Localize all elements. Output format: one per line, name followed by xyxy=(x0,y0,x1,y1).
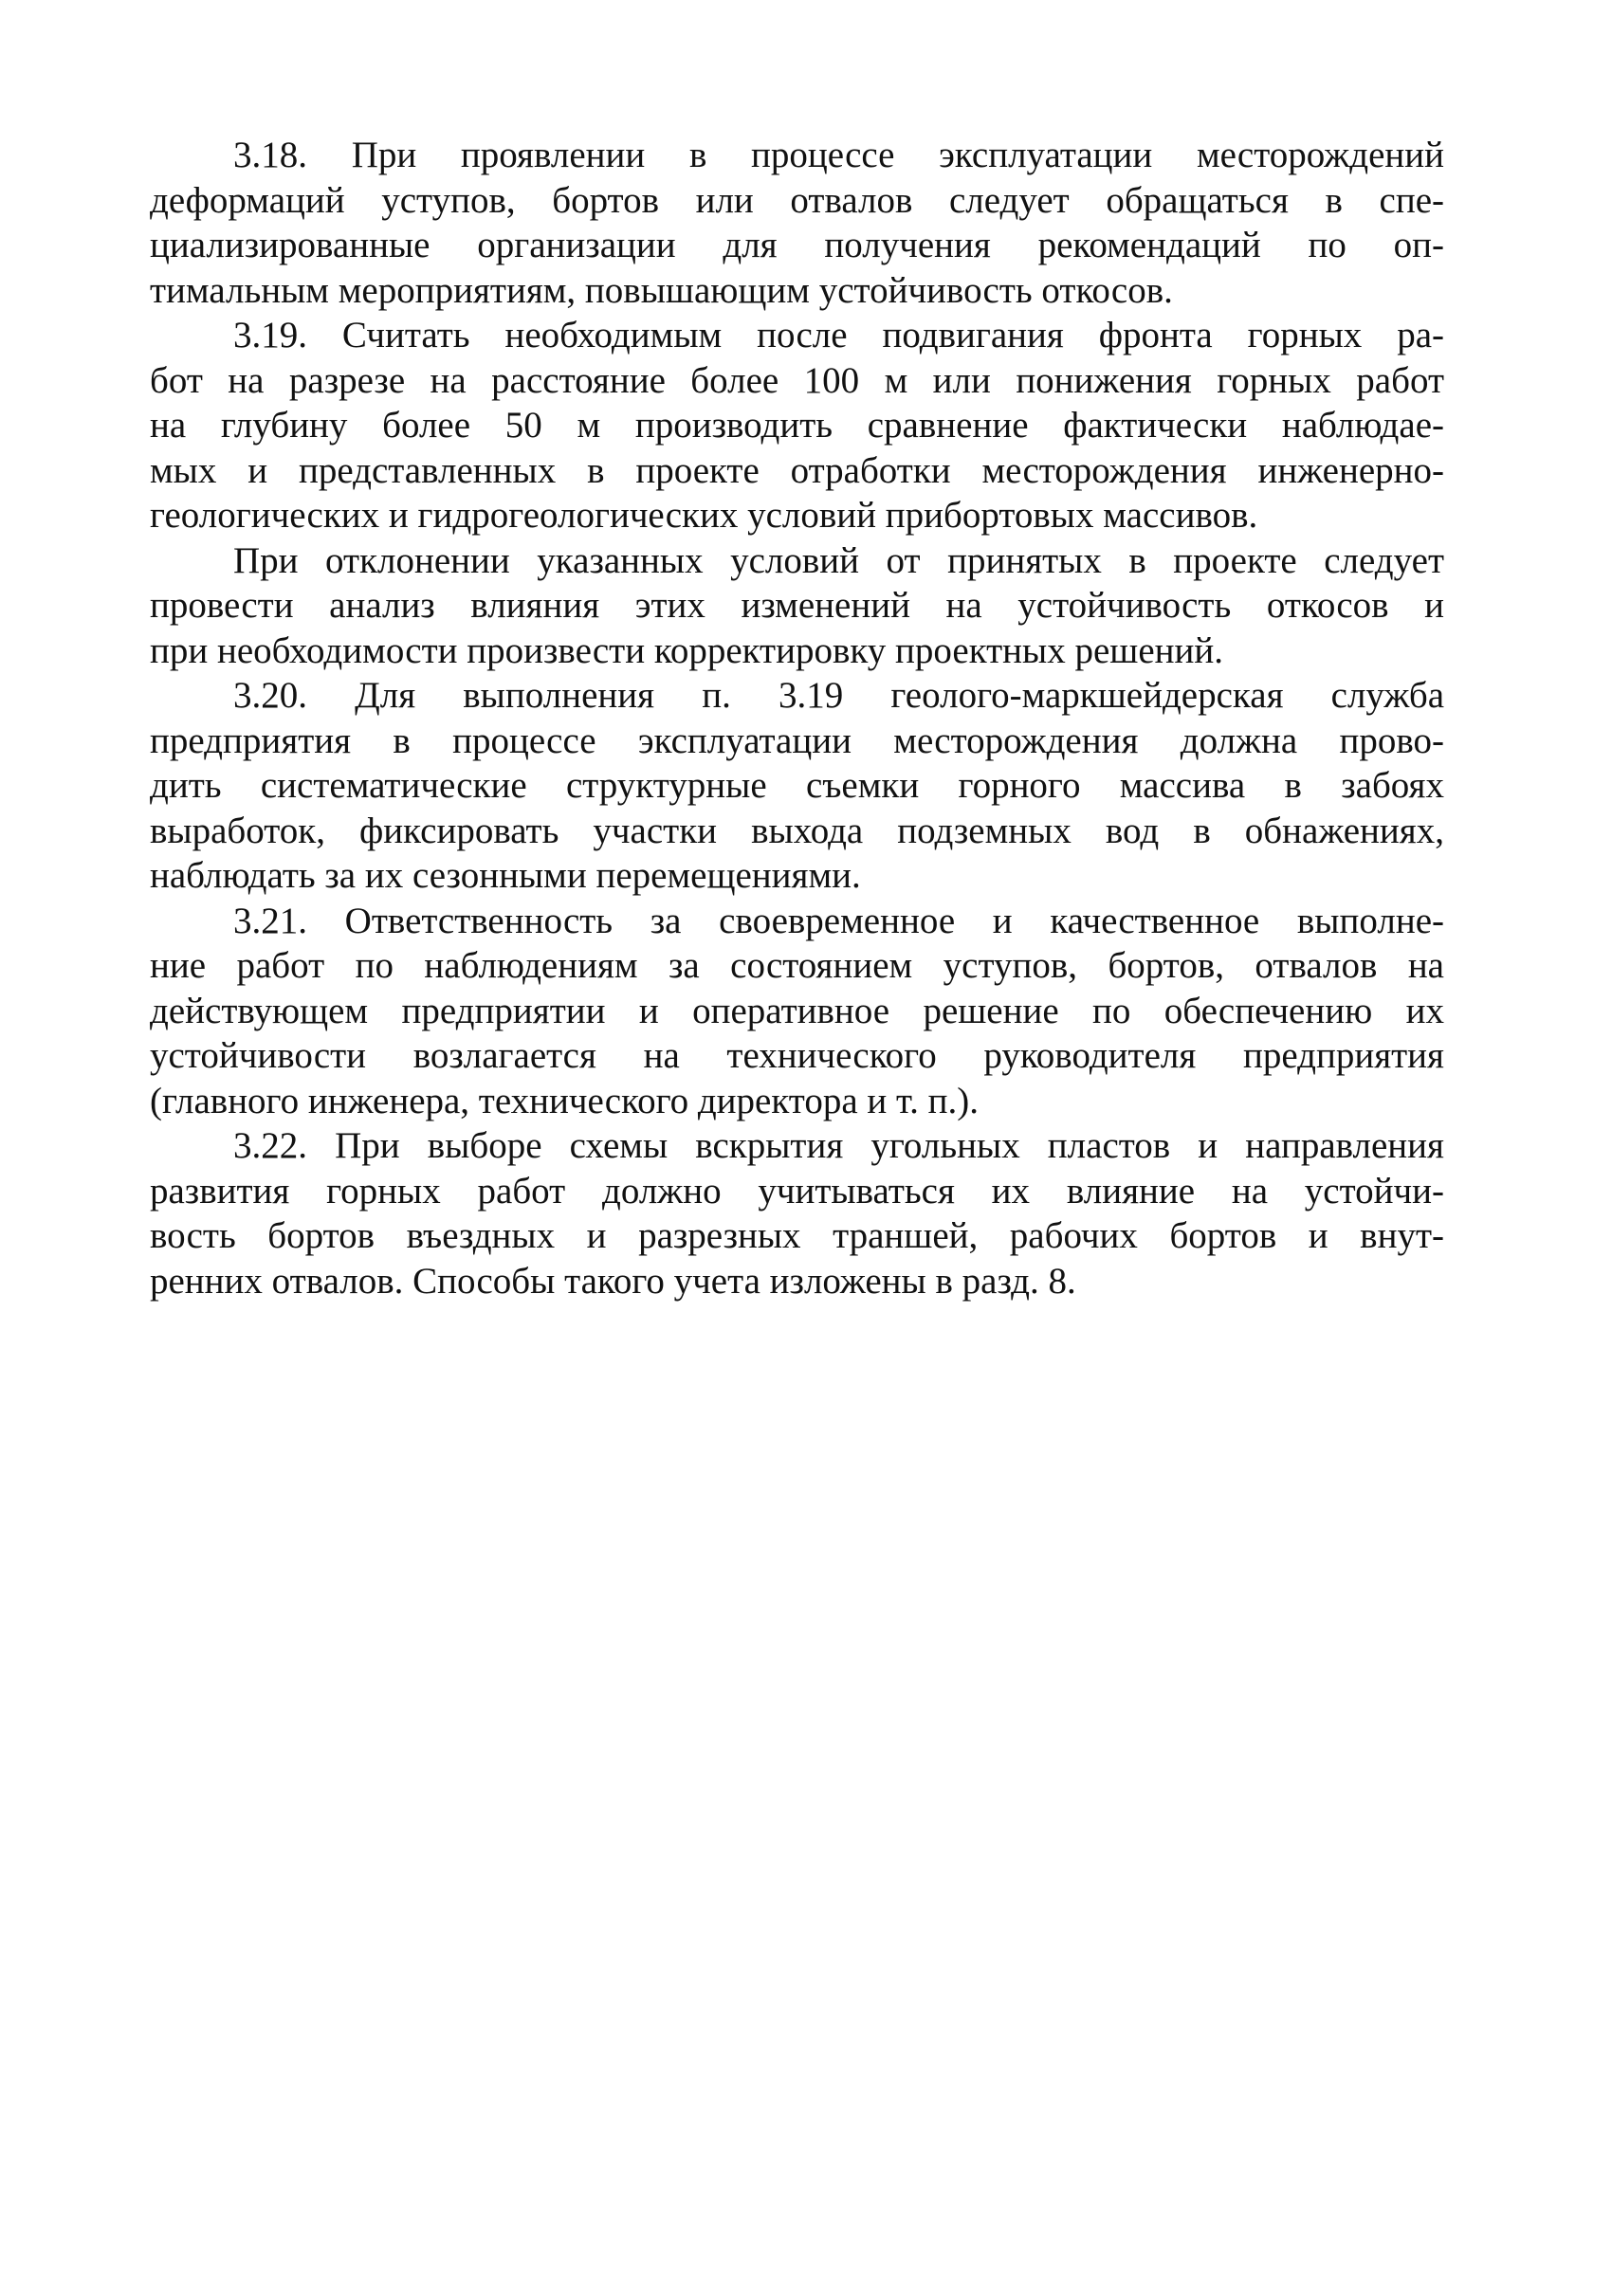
text-line: 3.18. При проявлении в процессе эксплуатации месторождений xyxy=(233,135,1444,175)
text-line: деформаций уступов, бортов или отвалов следует обращаться в спе- xyxy=(150,179,1444,221)
text-line: при необходимости произвести корректировку проектных решений. xyxy=(150,629,1224,671)
paragraph-3-19 xyxy=(150,313,1444,538)
text-line: устойчивости возлагается на технического руководителя предприятия xyxy=(150,1035,1444,1076)
text-line: предприятия в процессе эксплуатации месторождения должна прово- xyxy=(150,720,1444,761)
text-line: провести анализ влияния этих изменений на устойчивость откосов и xyxy=(150,585,1444,626)
paragraph-3-22 xyxy=(150,1123,1444,1303)
text-line: геологических и гидрогеологических условий прибортовых массивов. xyxy=(150,495,1258,536)
text-line: выработок, фиксировать участки выхода подземных вод в обнажениях, xyxy=(150,810,1444,851)
text-line: ние работ по наблюдениям за состоянием уступов, бортов, отвалов на xyxy=(150,945,1444,986)
text-line: (главного инженера, технического директора и т. п.). xyxy=(150,1080,979,1121)
text-line: мых и представленных в проекте отработки месторождения инженерно- xyxy=(150,449,1444,491)
text-line: ренних отвалов. Способы такого учета изложены в разд. 8. xyxy=(150,1260,1076,1302)
body-text xyxy=(150,133,1444,1303)
text-line: развития горных работ должно учитываться их влияние на устойчи- xyxy=(150,1170,1444,1212)
text-line: 3.19. Считать необходимым после подвигания фронта горных ра- xyxy=(233,315,1444,355)
text-line: бот на разрезе на расстояние более 100 м или понижения горных работ xyxy=(150,359,1444,401)
paragraph-3-18 xyxy=(150,133,1444,313)
text-line: на глубину более 50 м производить сравнение фактически наблюдае- xyxy=(150,405,1444,446)
paragraph-3-19-continued xyxy=(150,538,1444,674)
text-line: наблюдать за их сезонными перемещениями. xyxy=(150,855,861,896)
text-line: вость бортов въездных и разрезных траншей, рабочих бортов и внут- xyxy=(150,1215,1444,1256)
text-line: действующем предприятии и оперативное решение по обеспечению их xyxy=(150,990,1444,1031)
text-line: тимальным мероприятиям, повышающим устойчивость откосов. xyxy=(150,269,1173,311)
text-line: 3.22. При выборе схемы вскрытия угольных пластов и направления xyxy=(233,1125,1444,1166)
text-line: 3.20. Для выполнения п. 3.19 геолого-маркшейдерская служба xyxy=(233,675,1444,716)
paragraph-3-21 xyxy=(150,899,1444,1124)
text-line: дить систематические структурные съемки горного массива в забоях xyxy=(150,765,1444,806)
text-line: При отклонении указанных условий от принятых в проекте следует xyxy=(233,539,1444,581)
text-line: 3.21. Ответственность за своевременное и качественное выполне- xyxy=(233,900,1444,941)
paragraph-3-20 xyxy=(150,673,1444,899)
text-line: циализированные организации для получения рекомендаций по оп- xyxy=(150,225,1444,265)
